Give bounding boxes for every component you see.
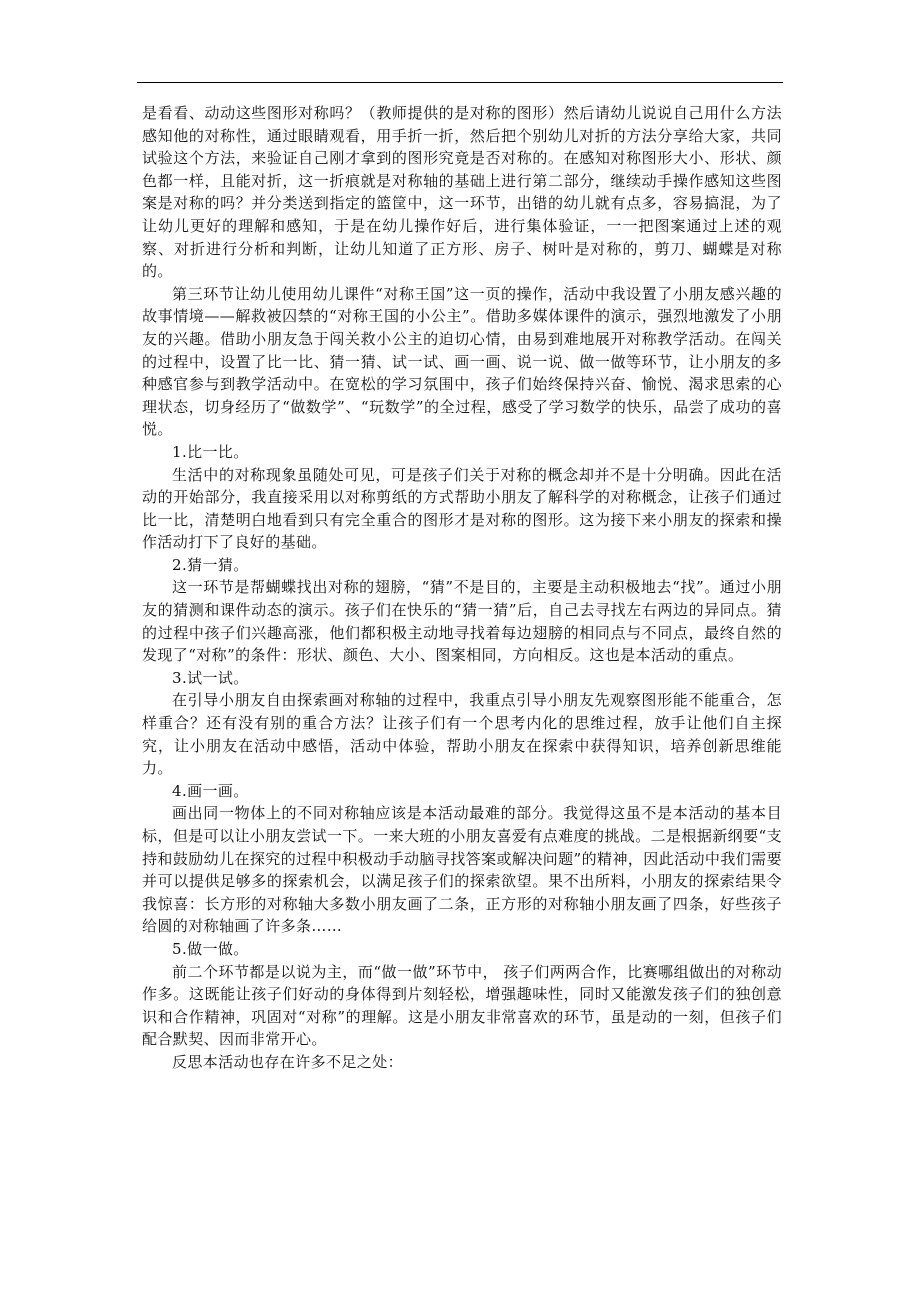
paragraph-reflection: 反思本活动也存在许多不足之处： (172, 1052, 404, 1071)
paragraph-draw: 画出同一物体上的不同对称轴应该是本活动最难的部分。我觉得这虽不是本活动的基本目标，但是可以让小朋友尝试一下。一来大班的小朋友喜爱有点难度的挑战。二是根据新纲要“支持和鼓励幼儿在探究的过程中积极动手动脑寻找答案或解决问题”的精神，因此活动中我们需要并可以提供足够多的探索机会，以满足孩子们的探索欲望。果不出所料，小朋友的探索结果令我惊喜：长方形的对称轴大多数小朋友画了二条，正方形的对称轴小朋友画了四条，好些孩子给圆的对称轴画了许多条…… (142, 804, 782, 936)
section-heading-guess: 2.猜一猜。 (172, 555, 249, 574)
section-heading-do: 5.做一做。 (172, 939, 249, 958)
paragraph-do: 前二个环节都是以说为主，而“做一做”环节中， 孩子们两两合作，比赛哪组做出的对称动作多。这既能让孩子们好动的身体得到片刻轻松，增强趣味性，同时又能激发孩子们的独创意识和合作精神，巩固对“对称”的理解。这是小朋友非常喜欢的环节，虽是动的一刻，但孩子们配合默契、因而非常开心。 (142, 962, 782, 1049)
paragraph-continuation: 是看看、动动这些图形对称吗？（教师提供的是对称的图形）然后请幼儿说说自己用什么方法感知他的对称性，通过眼睛观看，用手折一折，然后把个别幼儿对折的方法分享给大家，共同试验这个方法，来验证自己刚才拿到的图形究竟是否对称的。在感知对称图形大小、形状、颜色都一样，且能对折，这一折痕就是对称轴的基础上进行第二部分，继续动手操作感知这些图案是对称的吗？并分类送到指定的篮筐中，这一环节，出错的幼儿就有点多，容易搞混，为了让幼儿更好的理解和感知，于是在幼儿操作好后，进行集体验证，一一把图案通过上述的观察、对折进行分析和判断，让幼儿知道了正方形、房子、树叶是对称的，剪刀、蝴蝶是对称的。 (142, 104, 782, 281)
document-body (142, 102, 782, 1074)
paragraph-try: 在引导小朋友自由探索画对称轴的过程中，我重点引导小朋友先观察图形能不能重合，怎样重合？还有没有别的重合方法？让孩子们有一个思考内化的思维过程，放手让他们自主探究，让小朋友在活动中感悟，活动中体验，帮助小朋友在探索中获得知识，培养创新思维能力。 (142, 691, 782, 778)
section-heading-compare: 1.比一比。 (172, 442, 249, 461)
paragraph-compare: 生活中的对称现象虽随处可见，可是孩子们关于对称的概念却并不是十分明确。因此在活动的开始部分，我直接采用以对称剪纸的方式帮助小朋友了解科学的对称概念，让孩子们通过比一比，清楚明白地看到只有完全重合的图形才是对称的图形。这为接下来小朋友的探索和操作活动打下了良好的基础。 (142, 465, 782, 552)
header-rule (137, 82, 783, 83)
section-heading-draw: 4.画一画。 (172, 781, 249, 800)
paragraph-guess: 这一环节是帮蝴蝶找出对称的翅膀，“猜”不是目的，主要是主动积极地去“找”。通过小朋友的猜测和课件动态的演示。孩子们在快乐的“猜一猜”后，自己去寻找左右两边的异同点。猜的过程中孩子们兴趣高涨，他们都积极主动地寻找着每边翅膀的相同点与不同点，最终自然的发现了“对称”的条件：形状、颜色、大小、图案相同，方向相反。这也是本活动的重点。 (142, 578, 782, 665)
section-heading-try: 3.试一试。 (172, 668, 249, 687)
paragraph-third-stage: 第三环节让幼儿使用幼儿课件“对称王国”这一页的操作，活动中我设置了小朋友感兴趣的故事情境——解救被囚禁的“对称王国的小公主”。借助多媒体课件的演示，强烈地激发了小朋友的兴趣。借助小朋友急于闯关救小公主的迫切心情，由易到难地展开对称教学活动。在闯关的过程中，设置了比一比、猜一猜、试一试、画一画、说一说、做一做等环节，让小朋友的多种感官参与到教学活动中。在宽松的学习氛围中，孩子们始终保持兴奋、愉悦、渴求思索的心理状态，切身经历了“做数学”、“玩数学”的全过程，感受了学习数学的快乐，品尝了成功的喜悦。 (142, 284, 782, 439)
